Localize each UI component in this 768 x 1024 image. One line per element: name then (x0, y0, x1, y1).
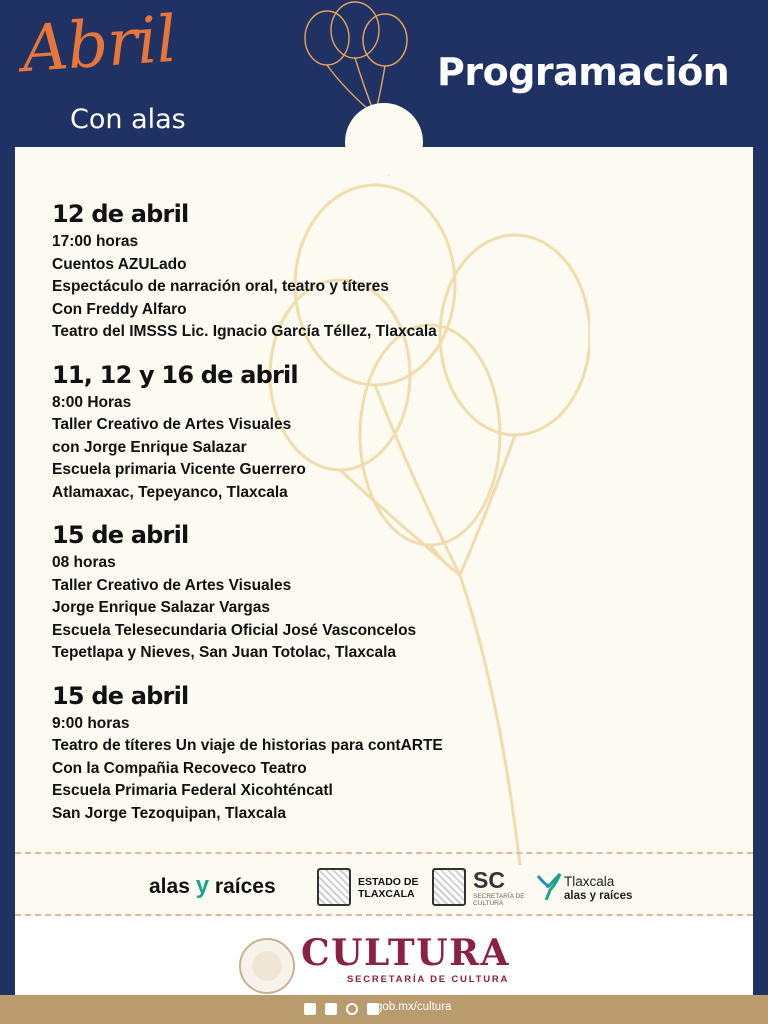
cultura-banner (15, 917, 753, 995)
event-time: 8:00 Horas (52, 393, 132, 411)
event-presenter: Con Freddy Alfaro (52, 300, 187, 318)
estado-line2: TLAXCALA (358, 888, 415, 900)
website-link[interactable]: gob.mx/cultura (376, 1001, 452, 1013)
event-venue: Escuela Primaria Federal Xicohténcatl (52, 782, 333, 799)
coat-of-arms-icon (432, 868, 466, 906)
sc-line1: SECRETARÍA DE (473, 893, 525, 900)
event-entry (52, 518, 612, 665)
event-entry (52, 358, 612, 505)
event-date: 12 de abril (52, 200, 189, 228)
event-date: 15 de abril (52, 681, 189, 710)
divider (15, 852, 753, 854)
tlaxcala-logo (536, 870, 646, 906)
tlaxcala-tagline: alas y raíces (564, 890, 633, 902)
event-time: 9:00 horas (52, 714, 130, 732)
event-title: Taller Creativo de Artes Visuales (52, 416, 292, 433)
footer-bar (0, 995, 768, 1024)
event-time: 08 horas (52, 554, 116, 571)
sponsor-logos (15, 856, 753, 912)
event-entry (52, 679, 612, 826)
instagram-icon[interactable] (346, 1003, 358, 1015)
sc-letters: SC (473, 867, 505, 893)
coat-of-arms-icon (317, 868, 351, 906)
facebook-icon[interactable] (304, 1003, 316, 1015)
event-entry (52, 197, 612, 344)
event-presenter: Con la Compañia Recoveco Teatro (52, 759, 307, 777)
divider (15, 914, 753, 916)
cultura-title: CULTURA (301, 932, 510, 974)
estado-tlaxcala-logo (317, 868, 417, 908)
alas-y-raices-logo (149, 872, 276, 900)
event-title: Taller Creativo de Artes Visuales (52, 576, 292, 594)
social-links (304, 1003, 383, 1017)
event-date: 11, 12 y 16 de abril (52, 360, 298, 389)
tlaxcala-name: Tlaxcala (564, 874, 615, 889)
twitter-icon[interactable] (325, 1003, 337, 1015)
logo-word-left: alas (149, 875, 190, 898)
cultura-subtitle: SECRETARÍA DE CULTURA (347, 974, 510, 985)
tlaxcala-bird-icon (536, 870, 562, 900)
event-venue: Escuela Telesecundaria Oficial José Vasconcelos (52, 621, 417, 639)
event-title: Teatro de títeres Un viaje de historias para contARTE (52, 737, 443, 754)
event-venue: Escuela primaria Vicente Guerrero (52, 461, 306, 478)
event-title: Cuentos AZULado (52, 255, 187, 273)
event-venue: Teatro del IMSSS Lic. Ignacio García Téllez, Tlaxcala (52, 323, 437, 340)
national-seal-icon (239, 938, 295, 994)
schedule-list (52, 197, 612, 839)
event-time: 17:00 horas (52, 233, 139, 250)
logo-word-right: raíces (214, 875, 276, 898)
page-title: Programación (437, 50, 730, 94)
event-date: 15 de abril (52, 521, 189, 549)
brand-subtitle: Con alas (70, 104, 186, 135)
card-notch (345, 103, 423, 181)
event-presenter: Jorge Enrique Salazar Vargas (52, 599, 270, 616)
event-description: Espectáculo de narración oral, teatro y títeres (52, 278, 389, 295)
event-location: Tepetlapa y Nieves, San Juan Totolac, Tlaxcala (52, 644, 397, 661)
event-location: San Jorge Tezoquipan, Tlaxcala (52, 804, 286, 822)
secretaria-cultura-logo (432, 868, 532, 908)
brand-title: Abril (19, 2, 179, 88)
sc-line2: CULTURA (473, 900, 504, 907)
estado-line1: ESTADO DE (358, 876, 419, 888)
event-location: Atlamaxac, Tepeyanco, Tlaxcala (52, 483, 288, 501)
logo-y-mark: y (195, 872, 210, 899)
event-presenter: con Jorge Enrique Salazar (52, 438, 247, 456)
